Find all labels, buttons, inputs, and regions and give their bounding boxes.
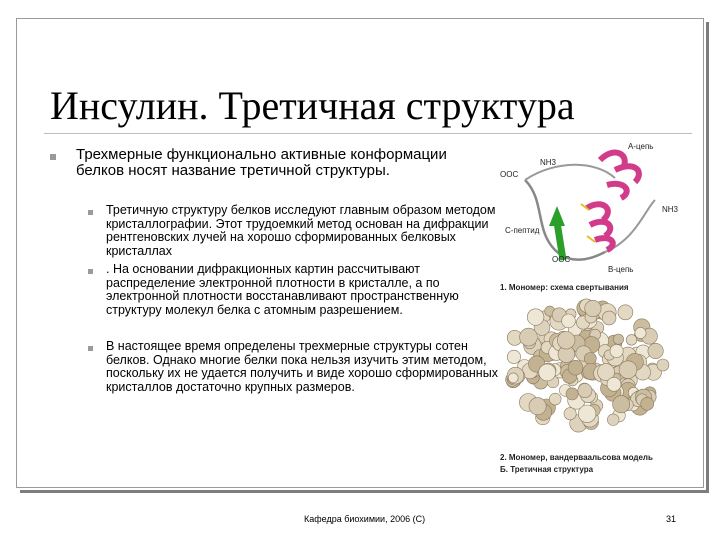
label-b-chain: В-цепь xyxy=(608,265,634,274)
atom-sphere xyxy=(527,309,544,326)
sub-bullet-marker xyxy=(88,269,93,274)
footer-page-number: 31 xyxy=(666,514,677,524)
atom-sphere xyxy=(557,332,575,350)
b-chain-helix xyxy=(587,204,613,250)
atom-sphere xyxy=(610,344,623,357)
atom-spheres xyxy=(506,299,669,432)
sub-bullet-text: . На основании дифракционных картин рассчитывают распределение электронной плотности в кристалле, а по электронной плотности восстанавливают пространственную структуру молекул белка с атомным разрешением. xyxy=(106,262,459,317)
sub-bullet-text: В настоящее время определены трехмерные структуры сотен белков. Однако многие белки пока нельзя изучить этим методом, поскольку их не удается получить и виде хорошо сформированных кристаллов достаточно крупных размеров. xyxy=(106,339,498,394)
footer-department: Кафедра биохимии, 2006 (С) xyxy=(304,514,426,524)
label-ooc-top: OOC xyxy=(500,170,519,179)
slide-title: Инсулин. Третичная структура xyxy=(50,83,575,128)
main-bullet-text: Трехмерные функционально активные конформации белков носят название третичной структуры. xyxy=(76,146,447,179)
atom-sphere xyxy=(618,305,633,320)
atom-sphere xyxy=(635,327,646,338)
atom-sphere xyxy=(613,334,623,344)
sub-bullet-marker xyxy=(88,346,93,351)
caption-tertiary-structure: Б. Третичная структура xyxy=(500,465,594,474)
label-nh3-right: NH3 xyxy=(662,205,679,214)
atom-sphere xyxy=(539,364,556,381)
connecting-loop xyxy=(525,165,615,180)
label-a-chain: А-цепь xyxy=(628,142,654,151)
atom-sphere xyxy=(657,359,669,371)
beta-strand-arrowhead xyxy=(549,206,565,226)
main-bullet-marker xyxy=(50,154,56,160)
atom-sphere xyxy=(613,396,630,413)
sub-bullet-marker xyxy=(88,210,93,215)
atom-sphere xyxy=(641,397,654,410)
insulin-ribbon-diagram xyxy=(495,140,690,290)
atom-sphere xyxy=(508,373,518,383)
caption-folding-scheme: 1. Мономер: схема свертывания xyxy=(500,283,629,292)
sub-bullet-text: Третичную структуру белков исследуют главным образом методом кристаллографии. Этот трудоемкий метод основан на дифракции рентгеновских лучей на хорошо сформированных белковых кристаллах xyxy=(106,203,496,258)
a-chain-helix xyxy=(600,152,639,198)
atom-sphere xyxy=(568,360,583,375)
label-ooc-bottom: OOC xyxy=(552,255,571,264)
atom-sphere xyxy=(602,311,616,325)
atom-sphere xyxy=(578,384,592,398)
atom-sphere xyxy=(529,398,546,415)
atom-sphere xyxy=(578,405,596,423)
atom-sphere xyxy=(549,393,561,405)
label-c-peptide: С-пептид xyxy=(505,226,540,235)
atom-sphere xyxy=(562,314,576,328)
title-divider xyxy=(44,133,692,134)
atom-sphere xyxy=(626,335,637,346)
label-nh3-top: NH3 xyxy=(540,158,557,167)
atom-sphere xyxy=(619,361,637,379)
atom-sphere xyxy=(585,300,601,316)
atom-sphere xyxy=(607,377,621,391)
atom-sphere xyxy=(520,328,538,346)
atom-sphere xyxy=(584,353,596,365)
van-der-waals-model xyxy=(500,293,670,441)
atom-sphere xyxy=(566,388,578,400)
atom-sphere xyxy=(564,408,576,420)
b-chain-backbone xyxy=(525,180,605,260)
caption-vdw-model: 2. Мономер, вандерваальсова модель xyxy=(500,453,653,462)
atom-sphere xyxy=(607,414,619,426)
atom-sphere xyxy=(507,350,520,363)
atom-sphere xyxy=(648,343,663,358)
